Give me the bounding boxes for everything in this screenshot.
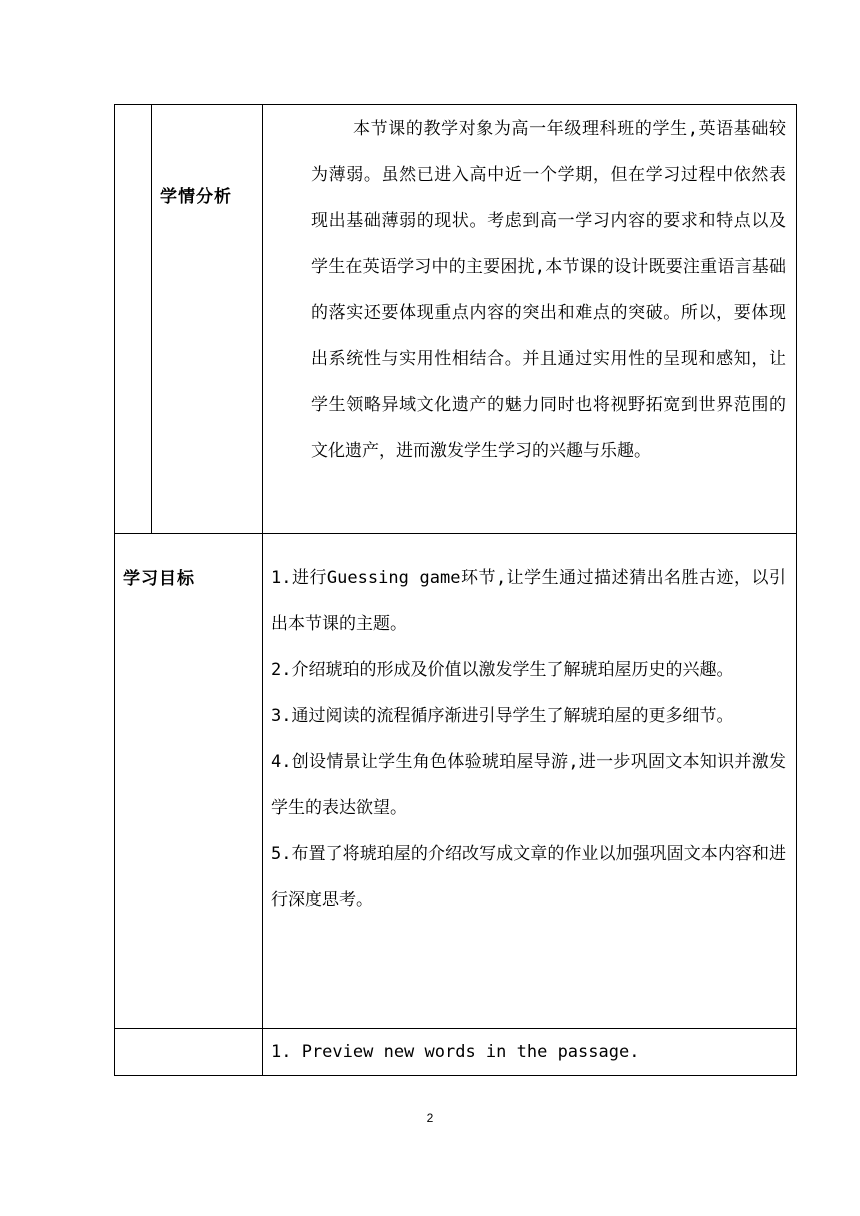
- preview-text-cell: [263, 1029, 797, 1076]
- goal-item: 4.创设情景让学生角色体验琥珀屋导游,进一步巩固文本知识并激发学生的表达欲望。: [271, 752, 786, 818]
- goals-label: 学习目标: [123, 569, 195, 589]
- goal-item: 1.进行Guessing game环节,让学生通过描述猜出名胜古迹，以引出本节课的主题。: [271, 568, 786, 634]
- lesson-plan-table: [114, 104, 797, 1076]
- table-row-preview: [115, 1029, 797, 1076]
- page-number: 2: [426, 1111, 434, 1125]
- empty-indent-cell: [115, 105, 152, 534]
- analysis-label-cell: [152, 105, 263, 534]
- empty-label-cell: [115, 1029, 263, 1076]
- goal-item: 3.通过阅读的流程循序渐进引导学生了解琥珀屋的更多细节。: [271, 706, 734, 726]
- goals-label-cell: [115, 534, 263, 1029]
- table-row-analysis: [115, 105, 797, 534]
- analysis-paragraph: 本节课的教学对象为高一年级理科班的学生,英语基础较为薄弱。虽然已进入高中近一个学期，但在学习过程中依然表现出基础薄弱的现状。考虑到高一学习内容的要求和特点以及学生在英语学习中的主要困扰,本节课的设计既要注重语言基础的落实还要体现重点内容的突出和难点的突破。所以，要体现出系统性与实用性相结合。并且通过实用性的呈现和感知，让学生领略异域文化遗产的魅力同时也将视野拓宽到世界范围的文化遗产，进而激发学生学习的兴趣与乐趣。: [311, 119, 786, 461]
- table-row-goals: [115, 534, 797, 1029]
- preview-item: 1. Preview new words in the passage.: [271, 1042, 640, 1062]
- goal-item: 2.介绍琥珀的形成及价值以激发学生了解琥珀屋历史的兴趣。: [271, 660, 734, 680]
- goals-text-cell: [263, 534, 797, 1029]
- analysis-label: 学情分析: [160, 187, 232, 207]
- goal-item: 5.布置了将琥珀屋的介绍改写成文章的作业以加强巩固文本内容和进行深度思考。: [271, 844, 786, 910]
- analysis-text-cell: [263, 105, 797, 534]
